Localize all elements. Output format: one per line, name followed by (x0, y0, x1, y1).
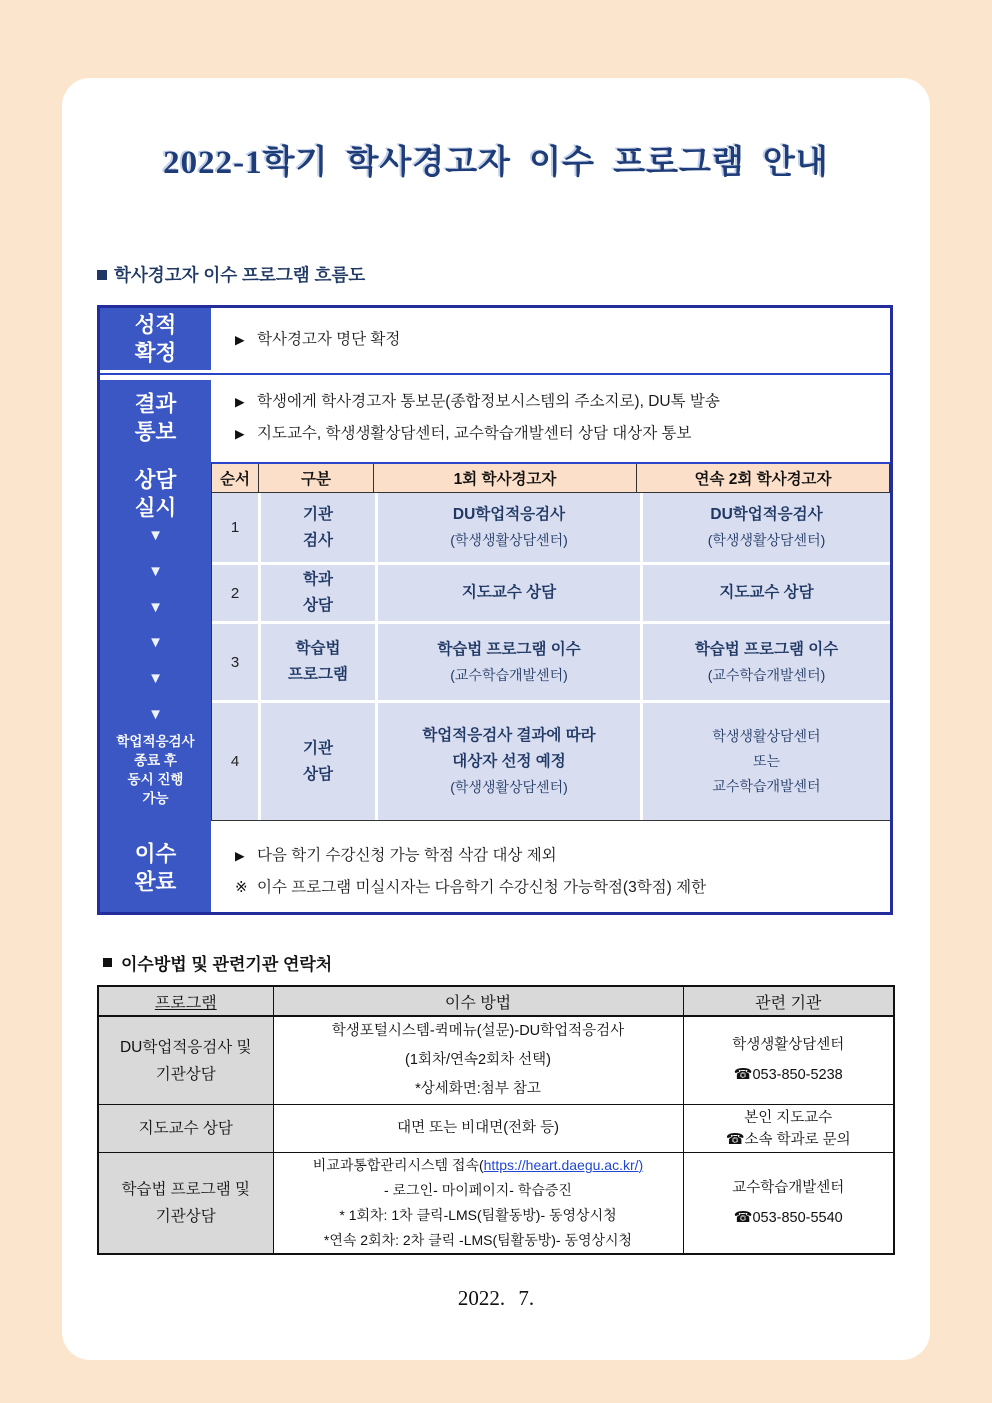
stage-counsel-note: 학업적응검사 종료 후 동시 진행 가능 (116, 734, 195, 806)
table-row (98, 1105, 894, 1153)
right-arrow-icon: ▶ (235, 395, 245, 409)
table-row (98, 1016, 894, 1105)
method-cell: 학생포털시스템-퀵메뉴(설문)-DU학업적응검사 (1회차/연속2회차 선택) *상세화면:첨부 참고 (273, 1016, 683, 1105)
document-card (62, 78, 930, 1360)
table-cell-first-warning: 지도교수 상담 (378, 565, 640, 621)
stage-done-text: 이수 프로그램 미실시자는 다음학기 수강신청 가능학점(3학점) 제한 (257, 879, 707, 896)
method-link-line: 비교과통합관리시스템 접속(https://heart.daegu.ac.kr/) (312, 1157, 644, 1173)
stage-done-label: 이수 완료 (134, 842, 177, 894)
table-cell-category: 기관 검사 (261, 493, 375, 562)
footer-date: 2022. 7. (457, 1286, 535, 1310)
down-arrow-icon: ▼ (148, 598, 163, 616)
org-name: 교수학습개발센터 (732, 1179, 845, 1196)
column-header: 1회 학사경고자 (374, 464, 637, 493)
right-arrow-icon: ▶ (235, 427, 245, 441)
flowchart-table (97, 305, 893, 915)
stage-grade-label: 성적 확정 (134, 313, 177, 365)
table-cell-no: 3 (212, 624, 258, 700)
stage-notify-text: 학생에게 학사경고자 통보문(종합정보시스템의 주소지로), DU톡 발송 (257, 393, 720, 410)
org-name: 본인 지도교수 (744, 1109, 833, 1126)
stage-grade-content (211, 308, 890, 372)
program-cell: 지도교수 상담 (98, 1105, 273, 1153)
heart-system-link[interactable]: https://heart.daegu.ac.kr/ (483, 1157, 639, 1173)
table-cell-no: 2 (212, 565, 258, 621)
phone-icon: ☎ (733, 1066, 753, 1083)
stage-sidebar-block (100, 380, 211, 912)
contact-table (97, 985, 895, 1255)
table-cell-second-warning: 지도교수 상담 (643, 565, 890, 621)
table-cell-first-warning: DU학업적응검사 (학생생활상담센터) (378, 493, 640, 562)
square-bullet-icon (103, 958, 112, 967)
org-phone: ☎053-850-5540 (733, 1208, 843, 1226)
stage-notify-label: 결과 통보 (134, 392, 177, 444)
stage-grade-block (100, 308, 211, 370)
stage-counsel-label: 상담 실시 (134, 468, 177, 520)
column-header: 구분 (259, 464, 374, 493)
table-cell-category: 학과 상담 (261, 565, 375, 621)
down-arrow-icon: ▼ (148, 562, 163, 580)
right-arrow-icon: ▶ (235, 849, 245, 863)
down-arrow-icon: ▼ (148, 634, 163, 652)
column-header-program: 프로그램 (98, 986, 273, 1016)
column-header-method: 이수 방법 (273, 986, 683, 1016)
org-cell (683, 1105, 894, 1153)
program-cell: 학습법 프로그램 및 기관상담 (98, 1153, 273, 1255)
table-cell-second-warning: 학습법 프로그램 이수 (교수학습개발센터) (643, 624, 890, 700)
org-name: 학생생활상담센터 (732, 1037, 845, 1053)
method-cell: 대면 또는 비대면(전화 등) (273, 1105, 683, 1153)
table-cell-category: 기관 상담 (261, 703, 375, 820)
counseling-table (211, 462, 890, 821)
stage-notify-text: 지도교수, 학생생활상담센터, 교수학습개발센터 상담 대상자 통보 (257, 425, 692, 442)
right-arrow-icon: ▶ (235, 333, 245, 347)
stage-notify-content (211, 386, 890, 450)
table-cell-no: 4 (212, 703, 258, 820)
down-arrow-icon: ▼ (148, 527, 163, 544)
contact-table-header-row (98, 986, 894, 1016)
column-header: 순서 (212, 464, 259, 493)
stage-done-content (211, 840, 890, 903)
program-cell: DU학업적응검사 및 기관상담 (98, 1016, 273, 1105)
flow-section-heading (97, 262, 365, 287)
table-cell-no: 1 (212, 493, 258, 562)
counseling-table-body (211, 493, 890, 821)
counseling-table-header (211, 462, 890, 493)
phone-icon: ☎ (733, 1208, 753, 1226)
method-cell: 비교과통합관리시스템 접속(https://heart.daegu.ac.kr/) - 로그인- 마이페이지- 학습증진 * 1회차: 1차 클릭-LMS(팀활동방)- 동영상시청 *연속 2회차: 2차 클릭 -LMS(팀활동방)- 동영상시청 (273, 1153, 683, 1255)
table-cell-category: 학습법 프로그램 (261, 624, 375, 700)
stage-done-text: 다음 학기 수강신청 가능 학점 삭감 대상 제외 (257, 847, 557, 864)
table-row (98, 1153, 894, 1255)
table-cell-first-warning: 학습법 프로그램 이수 (교수학습개발센터) (378, 624, 640, 700)
reference-mark-icon: ※ (235, 879, 248, 896)
org-cell (683, 1016, 894, 1105)
stage-divider-line (100, 373, 890, 375)
table-cell-second-warning: DU학업적응검사 (학생생활상담센터) (643, 493, 890, 562)
org-phone: ☎053-850-5238 (733, 1066, 843, 1083)
column-header-org: 관련 기관 (683, 986, 894, 1016)
phone-icon: ☎ (725, 1130, 745, 1148)
table-cell-first-warning: 학업적응검사 결과에 따라 대상자 선정 예정 (학생생활상담센터) (378, 703, 640, 820)
table-cell-second-warning: 학생생활상담센터 또는 교수학습개발센터 (643, 703, 890, 820)
square-bullet-icon (97, 270, 107, 280)
list-item (235, 872, 890, 903)
down-arrow-icon: ▼ (148, 705, 163, 723)
list-item (235, 386, 890, 418)
org-cell (683, 1153, 894, 1255)
column-header: 연속 2회 학사경고자 (637, 464, 890, 493)
contact-section-heading (103, 950, 332, 975)
list-item (235, 840, 890, 872)
contact-section-heading-label: 이수방법 및 관련기관 연락처 (121, 955, 333, 974)
org-phone: ☎소속 학과로 문의 (725, 1130, 851, 1148)
list-item (235, 418, 890, 450)
down-arrow-icon: ▼ (148, 670, 163, 688)
page-title: 2022-1학기 학사경고자 이수 프로그램 안내 (163, 145, 829, 181)
flow-section-heading-label: 학사경고자 이수 프로그램 흐름도 (114, 265, 366, 285)
flow-arrows (100, 528, 211, 722)
stage-grade-text: 학사경고자 명단 확정 (257, 331, 401, 348)
